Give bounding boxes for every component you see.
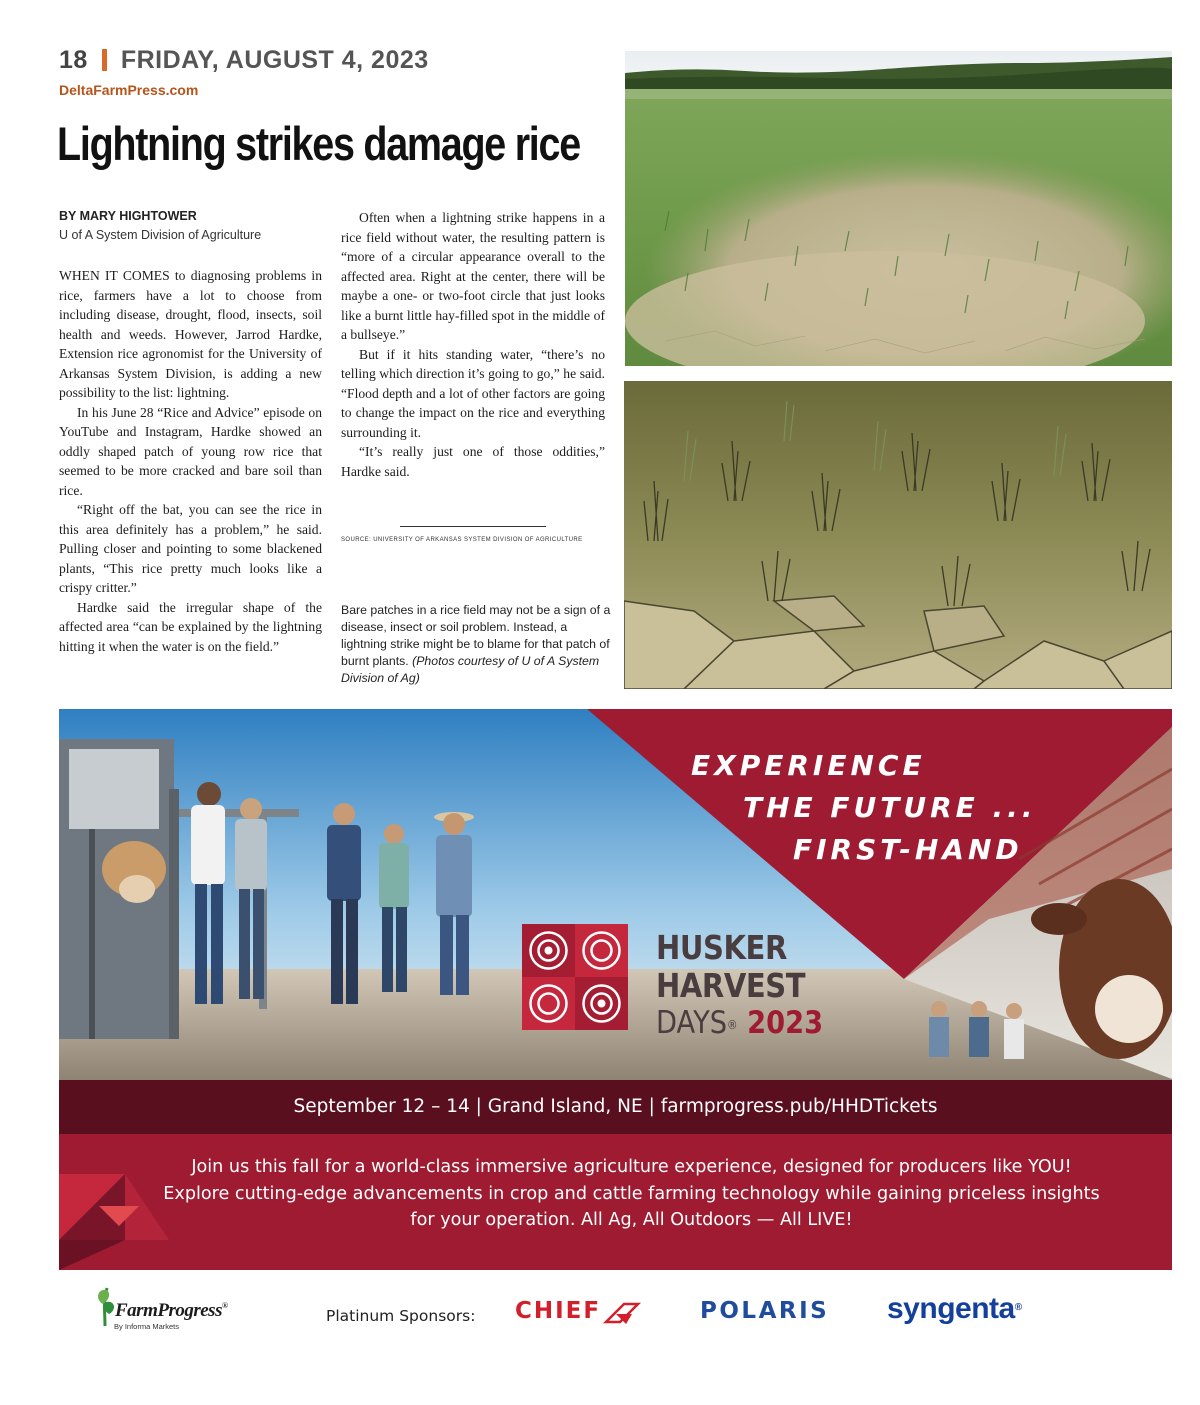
paragraph: But if it hits standing water, “there’s no telling which direction it’s going to go,” he said. “Flood depth and a lot of other factors are going to change the impact on the rice and everything surrounding it. — [341, 346, 605, 440]
ad-tagline-2: THE FUTURE ... — [743, 791, 1037, 824]
polaris-logo[interactable]: POLARIS — [700, 1298, 830, 1324]
paragraph: “Right off the bat, you can see the rice in this area definitely has a problem,” he said. Pulling closer and pointing to some blackened plants, “This rice pretty much looks like a crispy critter.” — [59, 502, 322, 595]
syngenta-logo[interactable] — [887, 1292, 1022, 1326]
husker-harvest-days-logo-icon — [522, 924, 628, 1030]
publisher-subtitle: By Informa Markets — [114, 1322, 180, 1331]
decorative-chevron-icon — [59, 1134, 169, 1270]
ad-tagline-1: EXPERIENCE — [691, 749, 926, 782]
page-folio — [59, 46, 429, 75]
syngenta-wordmark: syngenta — [887, 1292, 1015, 1325]
burnt-rice-closeup-photo — [624, 381, 1172, 689]
paragraph: “It’s really just one of those oddities,” Hardke said. — [341, 444, 605, 479]
photo-caption — [341, 602, 611, 687]
event-details-band[interactable]: September 12 – 14 | Grand Island, NE | farmprogress.pub/HHDTickets — [59, 1080, 1172, 1134]
sponsor-footer — [0, 1280, 1200, 1360]
chief-arrow-icon — [602, 1300, 642, 1326]
rice-field-photo — [625, 51, 1172, 366]
article-column-2 — [341, 208, 605, 481]
paragraph: Often when a lightning strike happens in a rice field without water, the resulting pattern is “more of a circular appearance overall to the affected area. Right at the center, there will be maybe a one- or two-foot circle that just looks like a burnt little hay-filled spot in the middle of a bullseye.” — [341, 210, 605, 342]
registered-mark: ® — [1014, 1302, 1022, 1313]
caption-text: Bare patches in a rice field may not be a sign of a disease, insect or soil problem. Instead, a lightning strike might be to blame for that patch of burnt plants. — [341, 603, 611, 668]
article-source: SOURCE: UNIVERSITY OF ARKANSAS SYSTEM DIVISION OF AGRICULTURE — [341, 537, 583, 543]
registered-mark: ® — [727, 1018, 738, 1032]
chief-logo[interactable]: CHIEF — [515, 1298, 602, 1324]
registered-mark: ® — [221, 1301, 228, 1310]
ad-tagline-3: FIRST-HAND — [793, 833, 1023, 866]
husker-harvest-days-ad[interactable] — [59, 709, 1172, 1270]
paragraph: WHEN IT COMES to diagnosing problems in rice, farmers have a lot to choose from including disease, drought, flood, insects, soil health and weeds. However, Jarrod Hardke, Extension rice agronomist for the University of Arkansas System Division, is adding a new possibility to the list: lightning. — [59, 268, 322, 400]
farmprogress-logo[interactable] — [115, 1300, 227, 1322]
ad-body-text: Join us this fall for a world-class immersive agriculture experience, designed for producers like YOU! Explore cutting-edge advancements in crop and cattle farming technology while gaining priceless insights for your operation. All Ag, All Outdoors — All LIVE! — [163, 1157, 1100, 1230]
issue-date: FRIDAY, AUGUST 4, 2023 — [120, 46, 429, 74]
publisher-name: FarmProgress — [115, 1300, 222, 1321]
folio-divider — [102, 49, 107, 71]
paragraph: In his June 28 “Rice and Advice” episode on YouTube and Instagram, Hardke showed an oddly shaped patch of young row rice that seemed to be more cracked and bare soil than rice. — [59, 404, 322, 498]
page-number: 18 — [59, 46, 88, 74]
article-headline: Lightning strikes damage rice — [57, 117, 580, 170]
ad-body-panel — [59, 1134, 1172, 1270]
author-affiliation: U of A System Division of Agriculture — [59, 228, 262, 242]
event-name-line-1: HUSKER — [656, 928, 787, 967]
event-name — [656, 929, 846, 1043]
event-name-line-3 — [656, 1005, 823, 1043]
event-days: DAYS — [656, 1005, 728, 1041]
website-link[interactable]: DeltaFarmPress.com — [59, 82, 199, 98]
source-divider — [400, 526, 546, 527]
caption-credit: (Photos courtesy of U of A System Division of Ag) — [341, 654, 600, 685]
sponsors-label: Platinum Sponsors: — [326, 1307, 476, 1325]
article-column-1 — [59, 266, 322, 656]
article-byline: BY MARY HIGHTOWER — [59, 209, 197, 223]
paragraph: Hardke said the irregular shape of the affected area “can be explained by the lightning hitting it when the water is on the field.” — [59, 599, 322, 654]
event-year: 2023 — [747, 1005, 824, 1041]
event-name-line-2: HARVEST — [656, 966, 806, 1005]
